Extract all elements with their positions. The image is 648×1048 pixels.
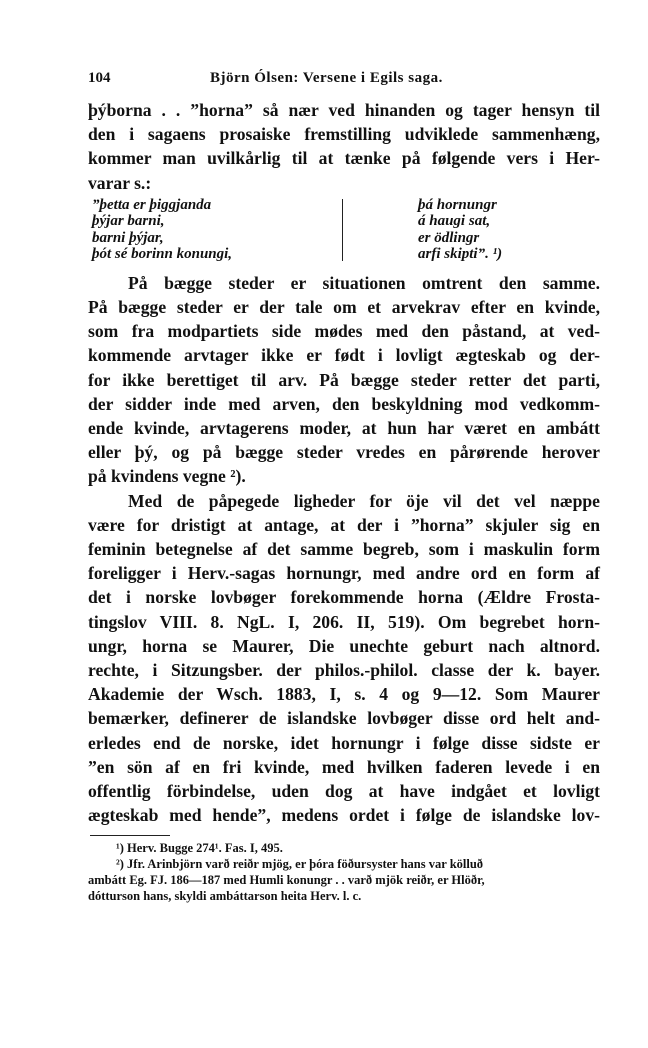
text-line: være for dristigt at antage, at der i ”horna” skjuler sig en — [88, 514, 600, 535]
verse-line: ”þetta er þiggjanda — [92, 196, 212, 213]
book-page — [88, 70, 600, 904]
footnotes — [88, 840, 600, 904]
text-line: ungr, horna se Maurer, Die unechte geburt nach altnord. — [88, 635, 600, 656]
text-line: for ikke berettiget til arv. På bægge steder retter det parti, — [88, 369, 600, 390]
text-line: den i sagaens prosaiske fremstilling udviklede sammenhæng, — [88, 124, 600, 145]
text-line: På bægge steder er situationen omtrent den samme. — [128, 272, 600, 293]
footnote-line: ambátt Eg. FJ. 186—187 med Humli konungr . . varð mjök reiðr, er Hlöðr, — [88, 873, 485, 888]
text-line: ende kvinde, arvtagerens moder, at hun har været en ambátt — [88, 418, 600, 439]
text-line: Akademie der Wsch. 1883, I, s. 4 og 9—12. Som Maurer — [88, 684, 600, 705]
page-number: 104 — [88, 70, 111, 86]
footnote-line: ²) Jfr. Arinbjörn varð reiðr mjög, er þóra föðursyster hans var kölluð — [116, 857, 484, 872]
running-title: Björn Ólsen: Versene i Egils saga. — [210, 70, 443, 86]
verse-line: þót sé borinn konungi, — [92, 246, 233, 263]
text-line: offentlig förbindelse, uden dog at have indgået et lovligt — [88, 781, 600, 802]
footnote-1 — [88, 840, 600, 856]
text-line: det i norske lovbøger forekommende horna (Ældre Frosta- — [88, 587, 600, 608]
text-line: foreligger i Herv.-sagas hornungr, med andre ord en form af — [88, 563, 600, 584]
text-line: þýborna . . ”horna” så nær ved hinanden og tager hensyn til — [88, 100, 600, 120]
paragraph-2 — [88, 271, 600, 489]
text-line: feminin betegnelse af det samme begreb, som i maskulin form — [88, 539, 600, 560]
text-line: kommende arvtager ikke er født i lovligt ægteskab og der- — [88, 345, 600, 366]
verse-line: barni þýjar, — [92, 229, 164, 246]
verse-divider — [342, 199, 343, 261]
text-line: ”en sön af en fri kvinde, med hvilken faderen levede i en — [88, 756, 600, 777]
text-line: varar s.: — [88, 172, 152, 193]
footnote-line: ¹) Herv. Bugge 274¹. Fas. I, 495. — [116, 841, 283, 856]
body-text — [88, 98, 600, 827]
verse-line: þá hornungr — [418, 196, 497, 213]
paragraph-3 — [88, 489, 600, 828]
text-line: bemærker, definerer de islandske lovbøger disse ord helt and- — [88, 708, 600, 729]
verse-line: er ödlingr — [418, 229, 480, 246]
verse-line: arfi skipti”. ¹) — [418, 246, 503, 263]
text-line: erledes end de norske, idet hornungr i følge disse sidste er — [88, 732, 600, 753]
footnote-rule — [90, 835, 170, 836]
text-line: kommer man uvilkårlig til at tænke på følgende vers i Her- — [88, 148, 600, 169]
text-line: ægteskab med hende”, medens ordet i følge de islandske lov- — [88, 805, 600, 826]
text-line: På bægge steder er der tale om et arvekrav efter en kvinde, — [88, 297, 600, 318]
text-line: som fra modpartiets side mødes med den påstand, at ved- — [88, 321, 600, 342]
verse-line: á haugi sat, — [418, 213, 491, 230]
page-header — [88, 70, 600, 92]
intro-paragraph — [88, 98, 600, 195]
text-line: på kvindens vegne ²). — [88, 466, 246, 487]
text-line: der sidder inde med arven, den beskyldning mod vedkomm- — [88, 393, 600, 414]
text-line: eller þý, og på bægge steder vredes en pårørende herover — [88, 442, 600, 463]
footnote-2 — [88, 856, 600, 904]
verse-quotation — [88, 197, 600, 263]
footnote-line: dótturson hans, skyldi ambáttarson heita Herv. l. c. — [88, 889, 362, 904]
text-line: tingslov VIII. 8. NgL. I, 206. II, 519). Om begrebet horn- — [88, 611, 600, 632]
text-line: rechte, i Sitzungsber. der philos.-philol. classe der k. bayer. — [88, 660, 600, 681]
verse-right-column — [418, 197, 502, 263]
verse-left-column — [92, 197, 232, 263]
verse-line: þýjar barni, — [92, 213, 165, 230]
text-line: Med de påpegede ligheder for öje vil det vel næppe — [128, 490, 600, 511]
